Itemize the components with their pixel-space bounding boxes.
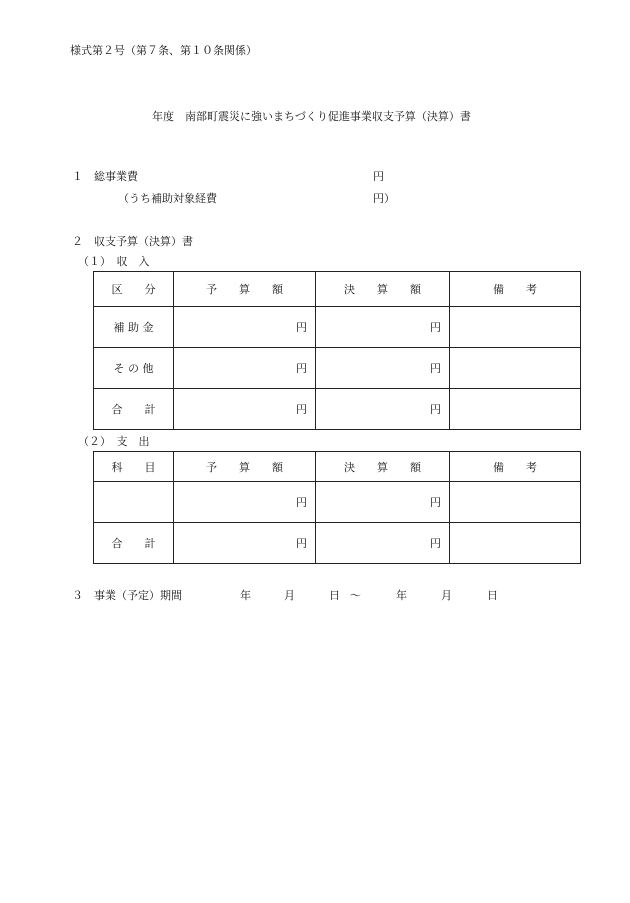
income-row-note bbox=[450, 307, 581, 348]
expense-row-budget: 円 bbox=[174, 523, 316, 564]
section3-number: ３ bbox=[72, 589, 83, 602]
income-row-budget: 円 bbox=[174, 307, 316, 348]
income-header-budget: 予 算 額 bbox=[174, 272, 316, 307]
income-header-settled: 決 算 額 bbox=[316, 272, 450, 307]
income-row-label: 補 助 金 bbox=[94, 307, 174, 348]
expense-heading: （２） 支 出 bbox=[78, 435, 150, 448]
expense-table bbox=[93, 451, 581, 564]
start-month: 月 bbox=[284, 589, 295, 602]
income-header-note: 備 考 bbox=[450, 272, 581, 307]
income-row-budget: 円 bbox=[174, 348, 316, 389]
table-row bbox=[94, 389, 581, 430]
table-row bbox=[94, 482, 581, 523]
section1-label: 総事業費 bbox=[94, 170, 138, 183]
document-title: 年度 南部町震災に強いまちづくり促進事業収支予算（決算）書 bbox=[152, 110, 471, 123]
income-row-label: 合 計 bbox=[94, 389, 174, 430]
income-header-row bbox=[94, 272, 581, 307]
income-row-label: そ の 他 bbox=[94, 348, 174, 389]
income-header-category: 区 分 bbox=[94, 272, 174, 307]
expense-row-budget: 円 bbox=[174, 482, 316, 523]
expense-header-row bbox=[94, 452, 581, 482]
table-row bbox=[94, 307, 581, 348]
expense-row-note bbox=[450, 482, 581, 523]
start-year: 年 bbox=[240, 589, 251, 602]
table-row bbox=[94, 523, 581, 564]
section1-sub-label: （うち補助対象経費 bbox=[118, 192, 217, 205]
expense-header-note: 備 考 bbox=[450, 452, 581, 482]
income-table bbox=[93, 271, 581, 430]
table-row bbox=[94, 348, 581, 389]
expense-header-item: 科 目 bbox=[94, 452, 174, 482]
expense-row-label bbox=[94, 482, 174, 523]
end-month: 月 bbox=[441, 589, 452, 602]
expense-header-budget: 予 算 額 bbox=[174, 452, 316, 482]
end-day: 日 bbox=[487, 589, 498, 602]
section3-label: 事業（予定）期間 bbox=[94, 589, 182, 602]
section1-number: １ bbox=[72, 170, 83, 183]
start-day: 日 bbox=[329, 589, 340, 602]
expense-header-settled: 決 算 額 bbox=[316, 452, 450, 482]
section2-label: 収支予算（決算）書 bbox=[94, 235, 193, 248]
income-row-budget: 円 bbox=[174, 389, 316, 430]
income-row-note bbox=[450, 348, 581, 389]
expense-row-settled: 円 bbox=[316, 523, 450, 564]
section1-sub-yen: 円） bbox=[373, 192, 395, 205]
income-row-note bbox=[450, 389, 581, 430]
expense-row-label: 合 計 bbox=[94, 523, 174, 564]
income-heading: （１） 収 入 bbox=[78, 255, 150, 268]
section2-number: ２ bbox=[72, 235, 83, 248]
expense-row-note bbox=[450, 523, 581, 564]
expense-row-settled: 円 bbox=[316, 482, 450, 523]
income-row-settled: 円 bbox=[316, 389, 450, 430]
period-tilde: ～ bbox=[350, 589, 361, 602]
income-row-settled: 円 bbox=[316, 348, 450, 389]
form-number: 様式第２号（第７条、第１０条関係） bbox=[70, 44, 257, 57]
section1-yen: 円 bbox=[373, 170, 384, 183]
end-year: 年 bbox=[396, 589, 407, 602]
income-row-settled: 円 bbox=[316, 307, 450, 348]
